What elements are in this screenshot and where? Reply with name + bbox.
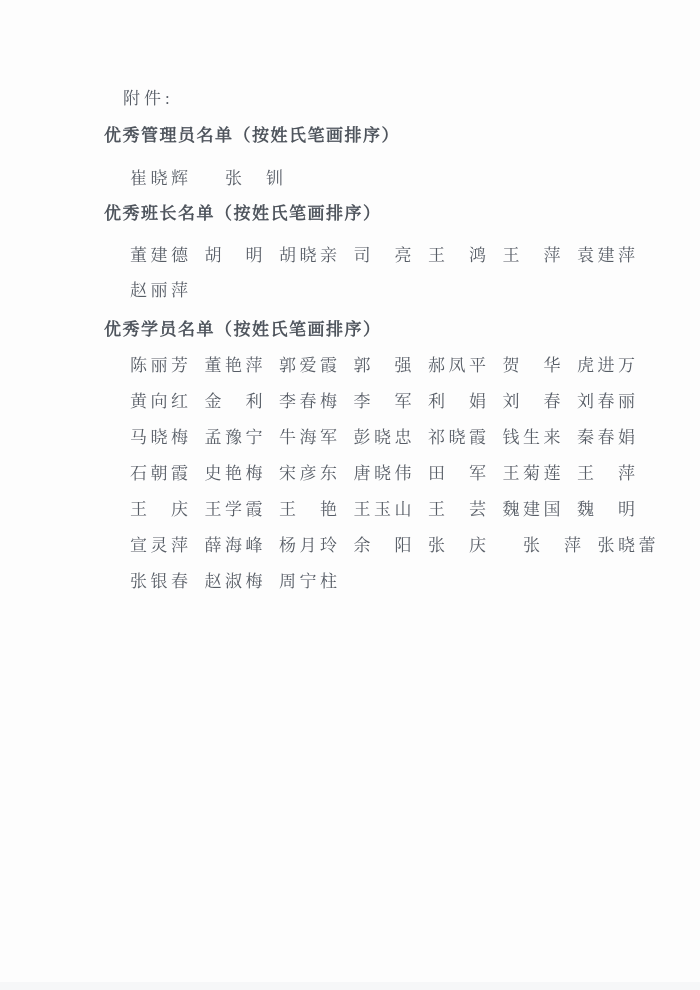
person-name: 钱生来	[502, 428, 564, 447]
person-name: 张晓蕾	[597, 536, 659, 555]
person-name: 王 庆	[130, 500, 192, 519]
person-name: 唐晓伟	[353, 464, 415, 483]
person-name: 王学霞	[204, 500, 266, 519]
person-name: 陈丽芳	[130, 356, 192, 375]
section-heading-admins: 优秀管理员名单（按姓氏笔画排序）	[104, 126, 400, 145]
person-name: 虎进万	[577, 356, 639, 375]
person-name: 王玉山	[353, 500, 415, 519]
person-name: 王 芸	[428, 500, 490, 519]
person-name: 赵淑梅	[204, 572, 266, 591]
person-name: 张 钏	[204, 169, 287, 188]
person-name: 刘春丽	[577, 392, 639, 411]
person-name: 宣灵萍	[130, 536, 192, 555]
person-name: 郭 强	[353, 356, 415, 375]
person-name: 胡 明	[204, 246, 266, 265]
person-name: 张银春	[130, 572, 192, 591]
person-name: 胡晓亲	[279, 246, 341, 265]
person-name: 李 军	[353, 392, 415, 411]
person-name: 薛海峰	[204, 536, 266, 555]
person-name: 石朝霞	[130, 464, 192, 483]
section-heading-students: 优秀学员名单（按姓氏笔画排序）	[104, 320, 382, 339]
person-name: 张 庆	[428, 536, 490, 555]
person-name: 彭晓忠	[353, 428, 415, 447]
person-name: 魏 明	[577, 500, 639, 519]
name-row-students-7	[130, 571, 672, 593]
attachment-label: 附件:	[123, 89, 174, 108]
person-name: 杨月玲	[279, 536, 341, 555]
person-name: 李春梅	[279, 392, 341, 411]
person-name: 董建德	[130, 246, 192, 265]
name-row-students-3	[130, 427, 672, 449]
person-name: 祁晓霞	[428, 428, 490, 447]
person-name: 袁建萍	[577, 246, 639, 265]
name-row-students-1	[130, 355, 672, 377]
name-row-monitors-2	[130, 280, 672, 302]
person-name: 孟豫宁	[204, 428, 266, 447]
section-heading-monitors: 优秀班长名单（按姓氏笔画排序）	[104, 204, 382, 223]
page-bottom-edge	[0, 982, 700, 990]
person-name: 郭爱霞	[279, 356, 341, 375]
person-name: 周宁柱	[279, 572, 341, 591]
person-name: 田 军	[428, 464, 490, 483]
name-row-students-6	[130, 535, 672, 557]
person-name: 史艳梅	[204, 464, 266, 483]
person-name: 王菊莲	[502, 464, 564, 483]
name-row-admins	[130, 168, 672, 190]
person-name: 贺 华	[502, 356, 564, 375]
person-name: 董艳萍	[204, 356, 266, 375]
person-name: 金 利	[204, 392, 266, 411]
person-name: 魏建国	[502, 500, 564, 519]
person-name: 郝凤平	[428, 356, 490, 375]
person-name: 司 亮	[353, 246, 415, 265]
person-name: 余 阳	[353, 536, 415, 555]
name-row-students-4	[130, 463, 672, 485]
name-row-students-2	[130, 391, 672, 413]
person-name: 王 鸿	[428, 246, 490, 265]
person-name: 王 萍	[502, 246, 564, 265]
person-name: 牛海军	[279, 428, 341, 447]
person-name: 刘 春	[502, 392, 564, 411]
person-name: 张 萍	[502, 536, 585, 555]
person-name: 王 艳	[279, 500, 341, 519]
person-name: 赵丽萍	[130, 281, 192, 300]
person-name: 黄向红	[130, 392, 192, 411]
person-name: 马晓梅	[130, 428, 192, 447]
person-name: 利 娟	[428, 392, 490, 411]
name-row-monitors-1	[130, 245, 672, 267]
name-row-students-5	[130, 499, 672, 521]
person-name: 王 萍	[577, 464, 639, 483]
person-name: 宋彦东	[279, 464, 341, 483]
person-name: 崔晓辉	[130, 169, 192, 188]
person-name: 秦春娟	[577, 428, 639, 447]
